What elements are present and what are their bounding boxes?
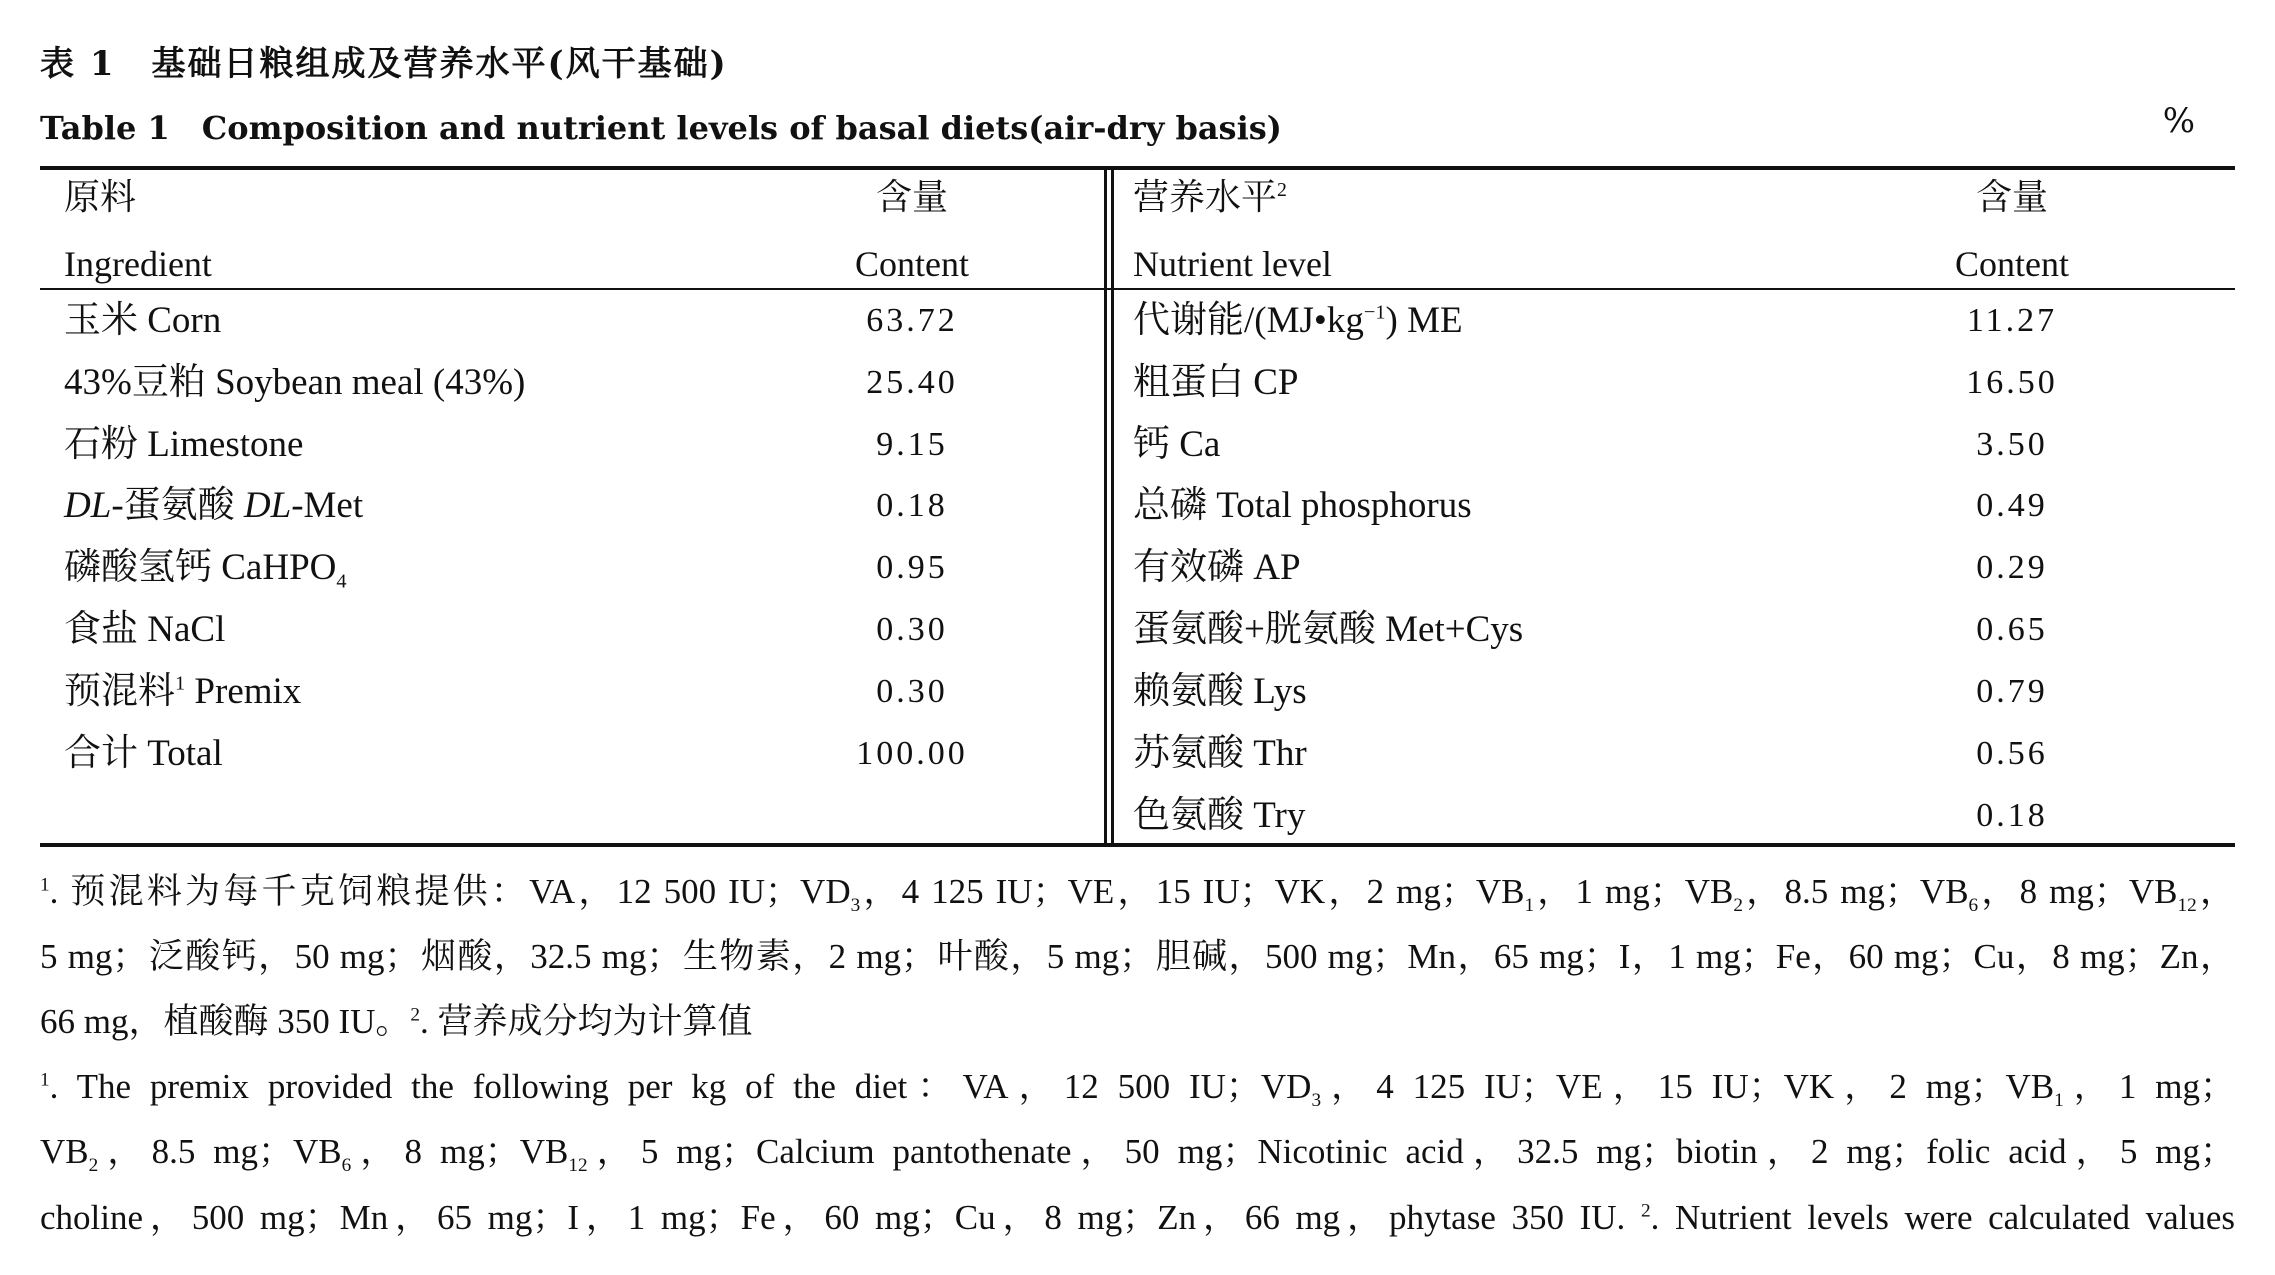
table-header-rule [40,288,2235,290]
header-ingredient-en: Ingredient [64,244,212,284]
footnote-zh-line2: 5 mg；泛酸钙，50 mg；烟酸，32.5 mg；生物素，2 mg；叶酸，5 mg；胆碱，500 mg；Mn，65 mg；I，1 mg；Fe，60 mg；Cu，8 mg；Zn， [40,937,2235,976]
nutrient-name: 钙 Ca [1133,424,1221,465]
nutrient-name: 赖氨酸 Lys [1133,671,1307,712]
nutrient-value: 11.27 [1966,302,2058,339]
footnote-en-line2: $VB_2$，8.5 mg；$VB_6$，8 mg；$VB_{12}$，5 mg；Calcium pantothenate，50 mg；Nicotinic acid，32.5 mg；biotin，2 mg；folic acid，5 mg； [40,1132,2235,1176]
nutrient-value: 3.50 [1976,426,2048,463]
ingredient-name: 合计 Total [64,733,223,774]
nutrient-value: 0.79 [1976,673,2048,710]
nutrient-name: 苏氨酸 Thr [1133,733,1307,774]
table-top-rule [40,166,2235,170]
header-content-zh: 含量 [875,177,949,217]
column-divider [1111,168,1114,844]
ingredient-value: 0.95 [876,549,948,586]
ingredient-value: 0.18 [876,487,948,524]
table-title-chinese: 表 1 基础日粮组成及营养水平(风干基础) [40,44,728,84]
ingredient-name: 石粉 Limestone [64,424,304,465]
footnote-zh-line3: 66 mg，植酸酶 350 IU。$^2$. 营养成分均为计算值 [40,1002,753,1041]
ingredient-name: 43%豆粕 Soybean meal (43%) [64,362,526,403]
unit-label: % [2162,101,2195,141]
nutrient-name: 蛋氨酸+胱氨酸 Met+Cys [1133,609,1524,650]
ingredient-name: 玉米 Corn [64,300,222,341]
ingredient-name: 磷酸氢钙 CaHPO$_4$ [64,547,347,593]
ingredient-value: 9.15 [876,426,948,463]
column-divider [1104,168,1107,844]
nutrient-name: 粗蛋白 CP [1133,362,1299,403]
ingredient-value: 25.40 [866,364,958,401]
nutrient-value: 0.49 [1976,487,2048,524]
ingredient-value: 0.30 [876,611,948,648]
footnote-en-line1: $^1$. The premix provided the following per kg of the diet：VA，12 500 IU；$VD_3$，4 125 IU；VE，15 IU；VK，2 mg；$VB_1$，1 mg； [40,1067,2236,1111]
table-title-english: Table 1 Composition and nutrient levels of basal diets(air-dry basis) [40,109,1282,147]
header-nutrient-zh: 营养水平$^2$ [1133,177,1287,217]
header-ingredient-zh: 原料 [64,177,137,217]
nutrient-value: 0.56 [1976,735,2048,772]
ingredient-name: 预混料$^1$ Premix [64,671,302,712]
nutrient-name: 总磷 Total phosphorus [1133,485,1472,526]
header-content-en: Content [855,244,969,284]
nutrient-name: 代谢能$/(MJ•kg^{-1})$ ME [1133,300,1463,341]
table-bottom-rule [40,843,2235,847]
ingredient-value: 100.00 [856,735,968,772]
nutrient-name: 色氨酸 Try [1133,795,1306,836]
nutrient-value: 0.18 [1976,797,2048,834]
nutrient-value: 0.29 [1976,549,2048,586]
footnote-en-line3: choline，500 mg；Mn，65 mg；I，1 mg；Fe，60 mg；Cu，8 mg；Zn，66 mg，phytase 350 IU. $^2$. Nutrient levels were calculated values [40,1198,2235,1237]
nutrient-value: 16.50 [1966,364,2058,401]
footnote-zh-line1: $^1$. 预混料为每千克饲粮提供：VA，12 500 IU；$VD_3$，4 125 IU；VE，15 IU；VK，2 mg；$VB_1$，1 mg；$VB_2$，8.5 mg；$VB_6$，8 mg；$VB_{12}$， [40,872,2235,916]
header-nutrient-en: Nutrient level [1133,244,1332,284]
ingredient-name: DL-蛋氨酸 DL-Met [64,485,364,526]
ingredient-value: 63.72 [866,302,958,339]
ingredient-value: 0.30 [876,673,948,710]
header-content2-en: Content [1955,244,2069,284]
ingredient-name: 食盐 NaCl [64,609,226,650]
nutrient-value: 0.65 [1976,611,2048,648]
nutrient-name: 有效磷 AP [1133,547,1301,588]
header-content2-zh: 含量 [1975,177,2049,217]
